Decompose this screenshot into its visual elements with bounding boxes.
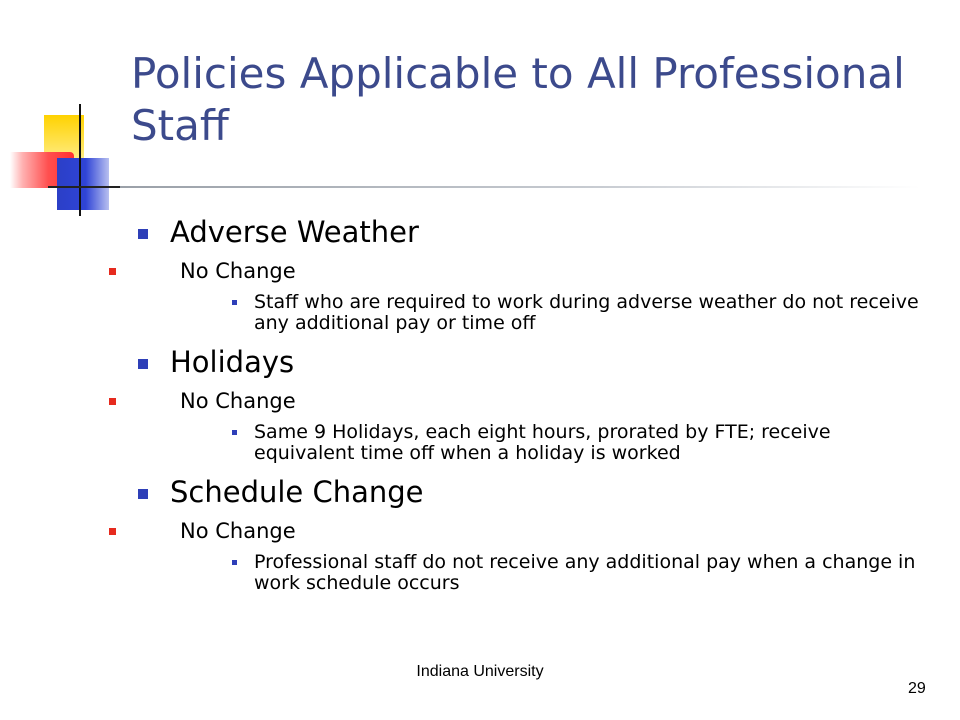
detail-bullet-text: Professional staff do not receive any additional pay when a change in work schedule occurs (254, 551, 916, 594)
bullet-list (136, 208, 936, 594)
horizontal-rule-left (48, 186, 126, 188)
square-bullet-icon (109, 528, 116, 535)
sub-bullet-text: No Change (180, 519, 296, 543)
sub-bullet (60, 258, 936, 284)
title-underline (120, 186, 920, 188)
page-number: 29 (908, 680, 926, 697)
slide-title: Policies Applicable to All Professional Staff (131, 49, 905, 150)
detail-bullet (136, 552, 936, 594)
sub-bullet (60, 518, 936, 544)
detail-bullet (136, 292, 936, 334)
square-bullet-icon (109, 268, 116, 275)
square-bullet-icon (138, 229, 148, 239)
bullet-heading: Schedule Change (170, 475, 424, 509)
square-bullet-icon (232, 300, 237, 305)
detail-bullet-text: Same 9 Holidays, each eight hours, prorated by FTE; receive equivalent time off when a holiday is worked (254, 421, 831, 464)
vertical-rule (79, 104, 81, 216)
bullet-holidays (136, 344, 936, 380)
bullet-heading: Adverse Weather (170, 215, 419, 249)
detail-bullet (136, 422, 936, 464)
detail-bullet-text: Staff who are required to work during adverse weather do not receive any additional pay or time off (254, 291, 919, 334)
footer-text: Indiana University (416, 663, 544, 680)
corner-decoration (0, 0, 140, 220)
blue-square-decoration (57, 158, 109, 210)
square-bullet-icon (232, 560, 237, 565)
bullet-heading: Holidays (170, 345, 295, 379)
sub-bullet-text: No Change (180, 389, 296, 413)
bullet-schedule-change (136, 474, 936, 510)
bullet-adverse-weather (136, 214, 936, 250)
sub-bullet-text: No Change (180, 259, 296, 283)
square-bullet-icon (232, 430, 237, 435)
sub-bullet (60, 388, 936, 414)
square-bullet-icon (138, 359, 148, 369)
square-bullet-icon (138, 489, 148, 499)
square-bullet-icon (109, 398, 116, 405)
